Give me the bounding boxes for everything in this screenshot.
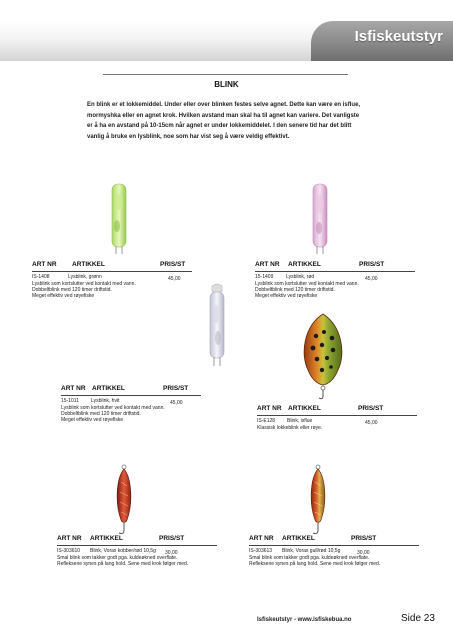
footer-website: Isfiskeutstyr - www.isfiskebua.no [257, 617, 352, 623]
section-heading: BLINK [214, 80, 239, 89]
col-art-nr: ART NR [61, 385, 86, 392]
col-pris: PRIS/ST [358, 405, 384, 412]
art-nr: IS-E128 [257, 418, 276, 424]
price: 45,00 [170, 400, 183, 406]
intro-line: mormyshka eller en agnet krok. Hvilken avstand man skal ha til agnet kan variere. Det vanligste [87, 112, 360, 119]
description-line: Dobbeltblink med 120 timer driftstid. [32, 287, 112, 293]
col-art-nr: ART NR [257, 405, 282, 412]
price: 45,00 [365, 420, 378, 426]
price: 45,00 [168, 276, 181, 282]
col-artikkel: ARTIKKEL [288, 405, 321, 412]
col-art-nr: ART NR [255, 261, 280, 268]
green-lightstick-lure-image [103, 182, 135, 258]
col-pris: PRIS/ST [359, 261, 385, 268]
product-spec-1 [32, 262, 192, 299]
description-line: Dobbeltblink med 120 timer driftstid. [61, 411, 141, 417]
col-artikkel: ARTIKKEL [72, 261, 105, 268]
art-nr: 15-1409 [255, 274, 274, 280]
page-number: Side 23 [401, 613, 435, 624]
col-pris: PRIS/ST [159, 535, 185, 542]
col-pris: PRIS/ST [163, 385, 189, 392]
description-line: Klassisk lokkeblink eller røye. [257, 425, 323, 431]
col-art-nr: ART NR [57, 535, 82, 542]
description-line: Smal blink som takker godt pga. kuldeøkned overflate. [57, 555, 178, 561]
col-artikkel: ARTIKKEL [282, 535, 315, 542]
price: 30,00 [165, 550, 178, 556]
section-divider [103, 74, 348, 75]
col-pris: PRIS/ST [160, 261, 186, 268]
description-line: Refleksene synes på lang hold. Sene med krok følger med. [249, 561, 381, 567]
intro-paragraph [87, 100, 372, 142]
description-line: Smal blink som takker godt pga. kuldeøkned overflate. [249, 555, 370, 561]
article-name: Blink, Vorax kobber/rød 10,5g [90, 548, 156, 554]
product-spec-5 [57, 536, 217, 567]
product-spec-6 [249, 536, 419, 567]
price: 30,00 [357, 550, 370, 556]
description-line: Lysblink som kortslutter ved kontakt med vann. [255, 281, 359, 287]
product-spec-4 [257, 406, 417, 431]
intro-line: er å ha en avstand på 10-15cm når agnet er under lokkemiddelet. I den senere tid har det blitt [87, 123, 352, 129]
col-art-nr: ART NR [32, 261, 57, 268]
art-nr: 15-1011 [61, 398, 79, 404]
col-artikkel: ARTIKKEL [288, 261, 321, 268]
copper-red-spoon-lure-image [111, 464, 137, 538]
col-art-nr: ART NR [249, 535, 274, 542]
intro-line: vanlig å bruke en lysblink, noe som har vist seg å være veldig effektivt. [87, 133, 290, 140]
article-name: Lysblink, hvit [91, 398, 120, 404]
price: 45,00 [365, 276, 378, 282]
description-line: Lysblink som kortslutter ved kontakt med vann. [61, 405, 165, 411]
art-nr: IS-1408 [32, 274, 50, 280]
col-artikkel: ARTIKKEL [90, 535, 123, 542]
article-name: Blink, Vorax gull/rød 10,5g [282, 548, 341, 554]
col-artikkel: ARTIKKEL [92, 385, 125, 392]
white-lightstick-lure-image [201, 282, 233, 370]
description-line: Meget effektiv ved røyefiske [32, 293, 95, 299]
description-line: Dobbeltblink med 120 timer driftstid. [255, 287, 335, 293]
art-nr: IS-303613 [249, 548, 273, 554]
article-name: Blink, isflue [287, 418, 313, 424]
description-line: Meget effektiv ved røyefiske [61, 417, 124, 423]
description-line: Refleksene synes på lang hold. Sene med krok følger med. [57, 561, 189, 567]
spotted-spoon-lure-image [298, 312, 348, 402]
description-line: Lysblink som kortslutter ved kontakt med vann. [32, 281, 136, 287]
description-line: Meget effektiv ved røyefiske [255, 293, 318, 299]
col-pris: PRIS/ST [351, 535, 377, 542]
pink-lightstick-lure-image [304, 182, 336, 258]
product-spec-3 [61, 386, 201, 423]
product-spec-2 [255, 262, 415, 299]
article-name: Lysblink, rød [286, 274, 315, 280]
article-name: Lysblink, grønn [68, 274, 102, 280]
page-category-title: Isfiskeutstyr [354, 28, 443, 45]
gold-red-spoon-lure-image [305, 464, 331, 538]
intro-line: En blink er et lokkemiddel. Under eller over blinken festes selve agnet. Dette kan være en isflue, [87, 102, 361, 108]
art-nr: IS-303610 [57, 548, 81, 554]
